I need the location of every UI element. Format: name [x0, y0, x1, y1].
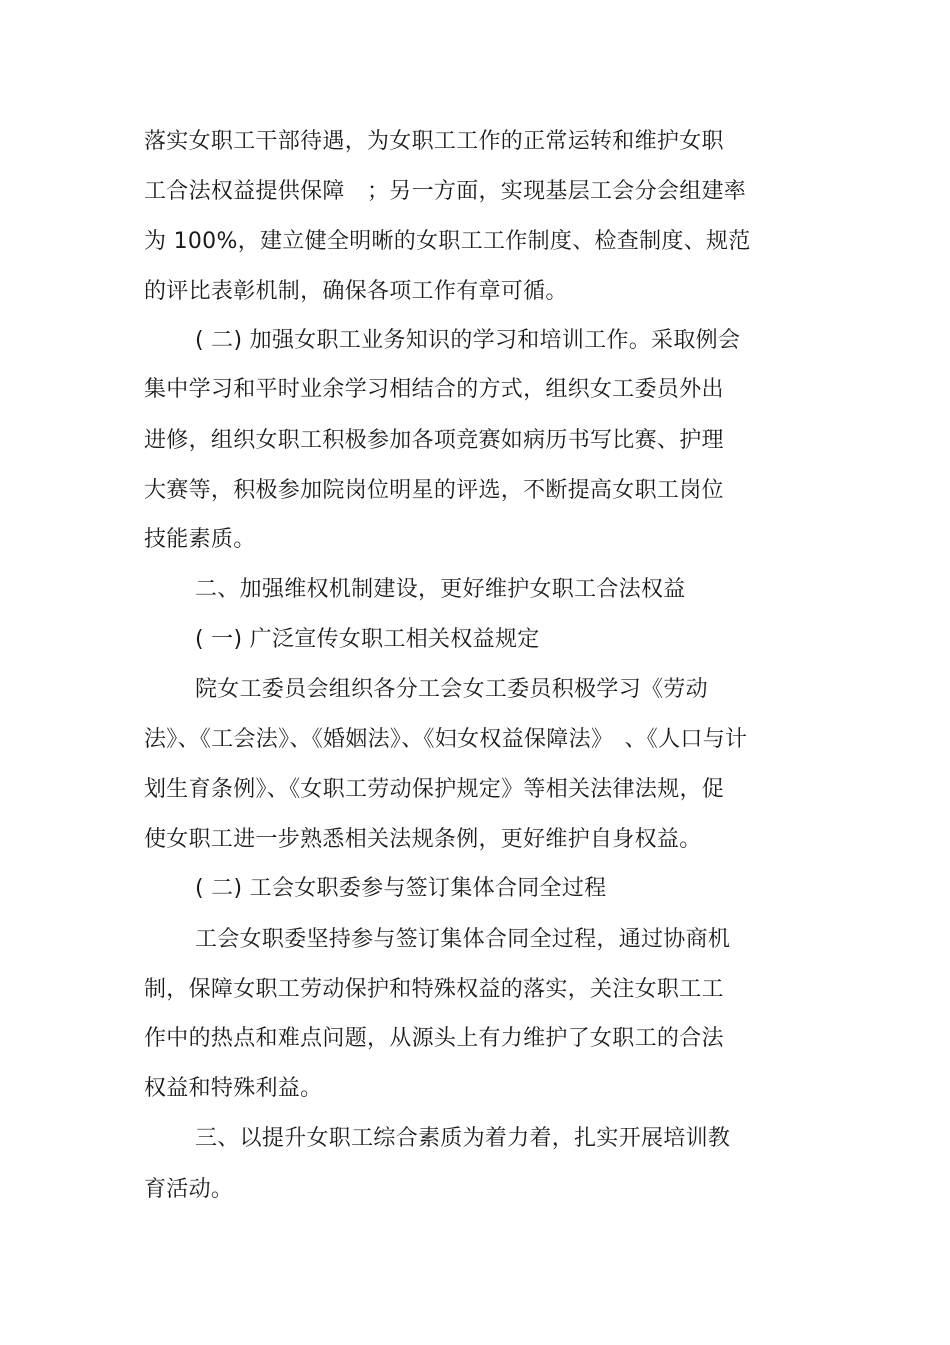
- section-heading: 二、加强维权机制建设，更好维护女职工合法权益: [195, 577, 686, 602]
- text-line: 大赛等，积极参加院岗位明星的评选，不断提高女职工岗位: [144, 478, 724, 503]
- text-line: 权益和特殊利益。: [144, 1076, 323, 1101]
- text-line: 技能素质。: [144, 527, 256, 552]
- text-line: 划生育条例》、《女职工劳动保护规定》等相关法律法规，促: [144, 777, 725, 802]
- text-line: 使女职工进一步熟悉相关法规条例，更好维护自身权益。: [144, 827, 702, 852]
- text-line: 的评比表彰机制，确保各项工作有章可循。: [144, 279, 568, 304]
- section-heading: 三、以提升女职工综合素质为着力着，扎实开展培训教: [195, 1126, 731, 1151]
- text-line: 工合法权益提供保障 ；另一方面，实现基层工会分会组建率: [144, 179, 747, 204]
- text-line: 法》、《工会法》、《婚姻法》、《妇女权益保障法》 、《人口与计: [144, 727, 748, 752]
- section-heading: ( 二) 加强女职工业务知识的学习和培训工作。采取例会: [195, 328, 741, 353]
- subsection-heading: ( 二) 工会女职委参与签订集体合同全过程: [195, 876, 607, 901]
- text-line: 进修，组织女职工积极参加各项竞赛如病历书写比赛、护理: [144, 428, 724, 453]
- text-line: 院女工委员会组织各分工会女工委员积极学习《劳动: [195, 677, 708, 702]
- text-line: 集中学习和平时业余学习相结合的方式，组织女工委员外出: [144, 377, 724, 402]
- text-line: 育活动。: [144, 1177, 234, 1202]
- text-line: 工会女职委坚持参与签订集体合同全过程，通过协商机: [195, 927, 731, 952]
- text-line: 落实女职工干部待遇，为女职工工作的正常运转和维护女职: [144, 129, 724, 154]
- text-line: 制，保障女职工劳动保护和特殊权益的落实，关注女职工工: [144, 977, 724, 1002]
- text-line: 为 100%，建立健全明晰的女职工工作制度、检查制度、规范: [144, 229, 751, 254]
- subsection-heading: ( 一) 广泛宣传女职工相关权益规定: [195, 627, 540, 652]
- text-line: 作中的热点和难点问题，从源头上有力维护了女职工的合法: [144, 1026, 724, 1051]
